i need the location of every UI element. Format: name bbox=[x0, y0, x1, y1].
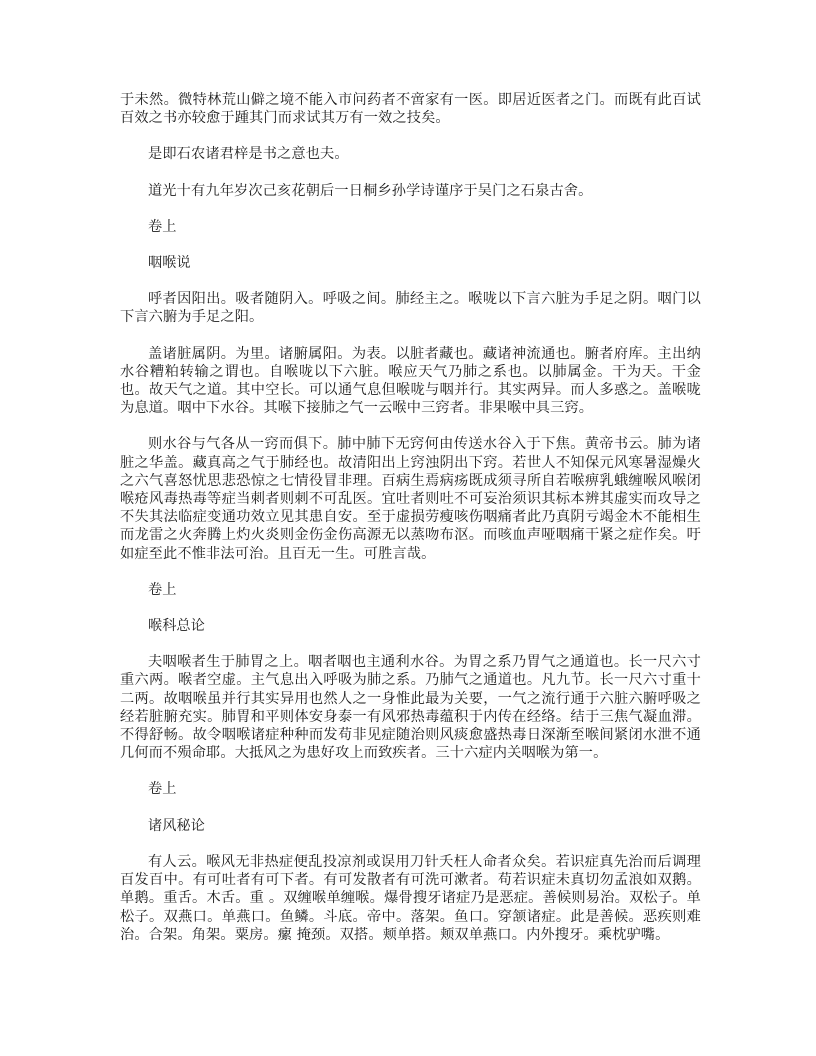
preface-paragraph-purpose: 是即石农诸君梓是书之意也夫。 bbox=[148, 146, 349, 163]
section-title-houke-zonglun: 喉科总论 bbox=[148, 618, 205, 635]
section-title-zhufeng-milun: 诸风秘论 bbox=[148, 817, 205, 834]
preface-paragraph-continued: 于未然。微特林荒山僻之境不能入市问药者不啻家有一医。即居近医者之门。而既有此百试百效之书亦较愈于踵其门而求试其万有一效之技矣。 bbox=[120, 92, 701, 127]
preface-signature: 道光十有九年岁次己亥花朝后一日桐乡孙学诗谨序于吴门之石泉古舍。 bbox=[148, 182, 593, 199]
volume-heading: 卷上 bbox=[148, 781, 177, 798]
document-page bbox=[120, 91, 701, 962]
body-paragraph: 夫咽喉者生于肺胃之上。咽者咽也主通利水谷。为胃之系乃胃气之通道也。长一尺六寸重六两。喉者空虚。主气息出入呼吸为肺之系。乃肺气之通道也。凡九节。长一尺六寸重十二两。故咽喉虽并行其实异用也然人之一身惟此最为关要，一气之流行通于六脏六腑呼吸之经若脏腑充实。肺胃和平则体安身泰一有风邪热毒蕴积于内传在经络。结于三焦气凝血滞。不得舒畅。故令咽喉诸症种种而发苟非见症随治则风痰愈盛热毒日深渐至喉间紧闭水泄不通几何而不殒命耶。大抵风之为患好攻上而致疾者。三十六症内关咽喉为第一。 bbox=[120, 654, 701, 762]
body-paragraph: 盖诸脏属阴。为里。诸腑属阳。为表。以脏者藏也。藏诸神流通也。腑者府库。主出纳水谷糟粕转输之谓也。自喉咙以下六脏。喉应天气乃肺之系也。以肺属金。干为天。干金也。故天气之道。其中空长。可以通气息但喉咙与咽并行。其实两异。而人多惑之。盖喉咙为息道。咽中下水谷。其喉下接肺之气一云喉中三窍者。非果喉中具三窍。 bbox=[120, 345, 701, 417]
volume-heading: 卷上 bbox=[148, 218, 177, 235]
section-title-yanhou-shuo: 咽喉说 bbox=[148, 255, 191, 272]
body-paragraph: 有人云。喉风无非热症便乱投凉剂或误用刀针夭枉人命者众矣。若识症真先治而后调理百发百中。有可吐者有可下者。有可发散者有可洗可漱者。苟若识症未真切勿孟浪如双鹅。单鹅。重舌。木舌。重 。双缠喉单缠喉。爆骨搜牙诸症乃是恶症。善候则易治。双松子。单松子。双燕口。单燕口。鱼鳞。斗底。帝中。落架。鱼口。穿颔诸症。此是善候。恶疾则难治。合架。角架。粟房。瘰 掩颈。双搭。颊单搭。颊双单燕口。内外搜牙。乘枕驴嘴。 bbox=[120, 853, 701, 943]
body-paragraph: 则水谷与气各从一窍而俱下。肺中肺下无窍何由传送水谷入于下焦。黄帝书云。肺为诸脏之华盖。藏真高之气于肺经也。故清阳出上窍浊阴出下窍。若世人不知保元风寒暑湿燥火之六气喜怒忧思悲恐惊之七情役冒非理。百病生焉病疡既成须寻所自若喉痹乳蛾缠喉风喉闭喉疮风毒热毒等症当刺者则刺不可乱医。宜吐者则吐不可妄治须识其标本辨其虚实而攻导之不失其法临症变通功效立见其患自安。至于虚损劳瘦咳伤咽痛者此乃真阴亏竭金木不能相生而龙雷之火奔腾上灼火炎则金伤金伤高源无以蒸吻布沤。而咳血声哑咽痛干紧之症作矣。吁如症至此不惟非法可治。且百无一生。可胜言哉。 bbox=[120, 436, 701, 562]
volume-heading: 卷上 bbox=[148, 581, 177, 598]
body-paragraph: 呼者因阳出。吸者随阴入。呼吸之间。肺经主之。喉咙以下言六脏为手足之阴。咽门以下言六腑为手足之阳。 bbox=[120, 291, 701, 326]
